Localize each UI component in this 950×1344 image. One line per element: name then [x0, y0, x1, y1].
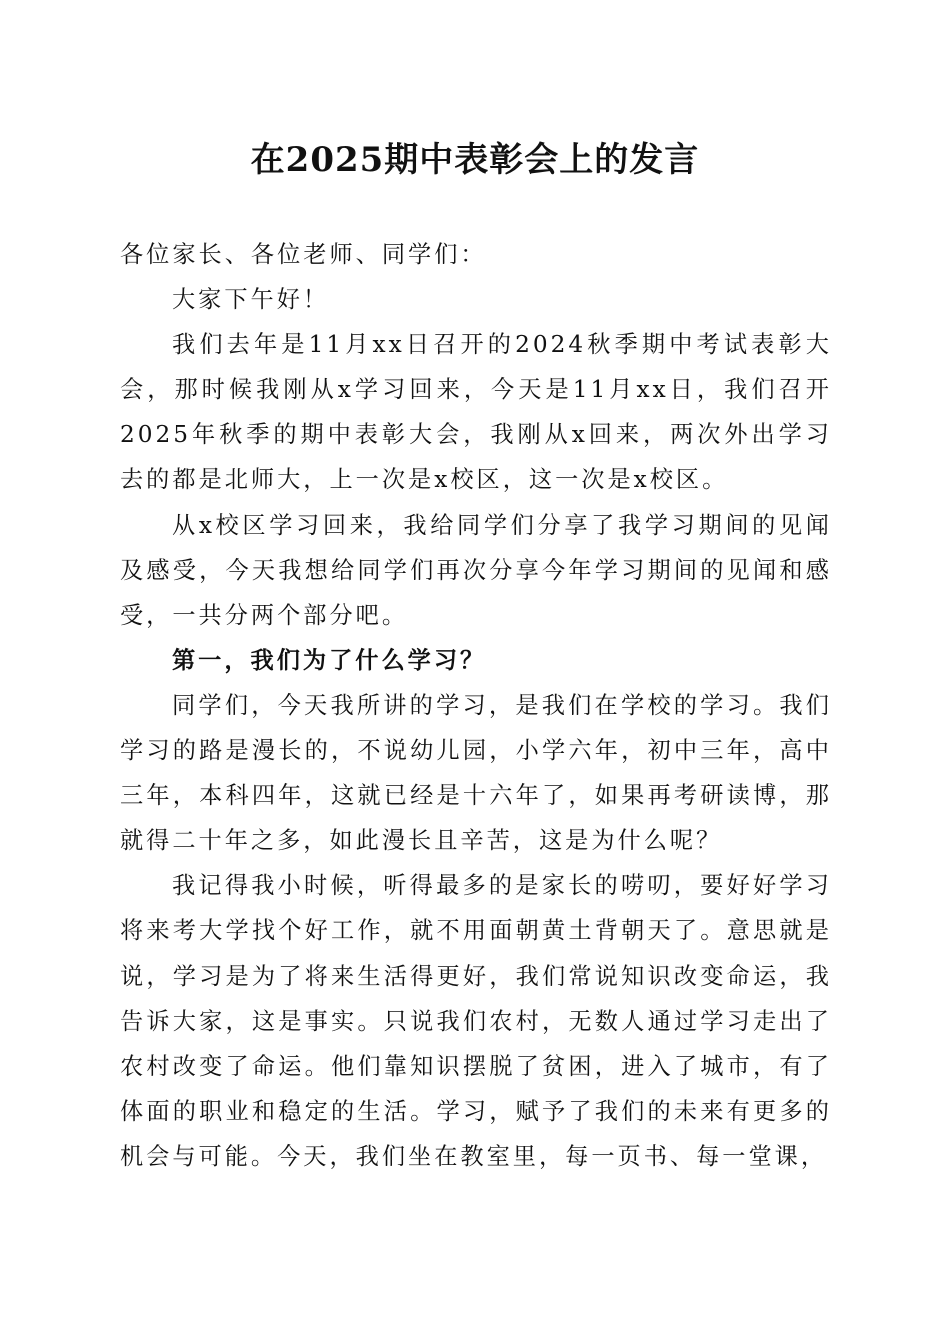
body-paragraph-3: 同学们，今天我所讲的学习，是我们在学校的学习。我们学习的路是漫长的，不说幼儿园，小学六年，初中三年，高中三年，本科四年，这就已经是十六年了，如果再考研读博，那就得二十年之多，如此漫长且辛苦，这是为什么呢？ [120, 691, 832, 855]
document-body [120, 232, 832, 1179]
greeting-paragraph: 大家下午好！ [172, 286, 330, 314]
salutation: 各位家长、各位老师、同学们： [120, 241, 487, 268]
body-paragraph-4: 我记得我小时候，听得最多的是家长的唠叨，要好好学习将来考大学找个好工作，就不用面朝黄土背朝天了。意思就是说，学习是为了将来生活得更好，我们常说知识改变命运，我告诉大家，这是事实。只说我们农村，无数人通过学习走出了农村改变了命运。他们靠知识摆脱了贫困，进入了城市，有了体面的职业和稳定的生活。学习，赋予了我们的未来有更多的机会与可能。今天，我们坐在教室里，每一页书、每一堂课， [120, 872, 832, 1170]
section-heading-1: 第一，我们为了什么学习？ [172, 646, 487, 674]
body-paragraph-1: 我们去年是11月xx日召开的2024秋季期中考试表彰大会，那时候我刚从x学习回来，今天是11月xx日，我们召开2025年秋季的期中表彰大会，我刚从x回来，两次外出学习去的都是北师大，上一次是x校区，这一次是x校区。 [120, 331, 832, 494]
document-title: 在2025期中表彰会上的发言 [250, 140, 700, 180]
body-paragraph-2: 从x校区学习回来，我给同学们分享了我学习期间的见闻及感受，今天我想给同学们再次分享今年学习期间的见闻和感受，一共分两个部分吧。 [120, 511, 832, 629]
